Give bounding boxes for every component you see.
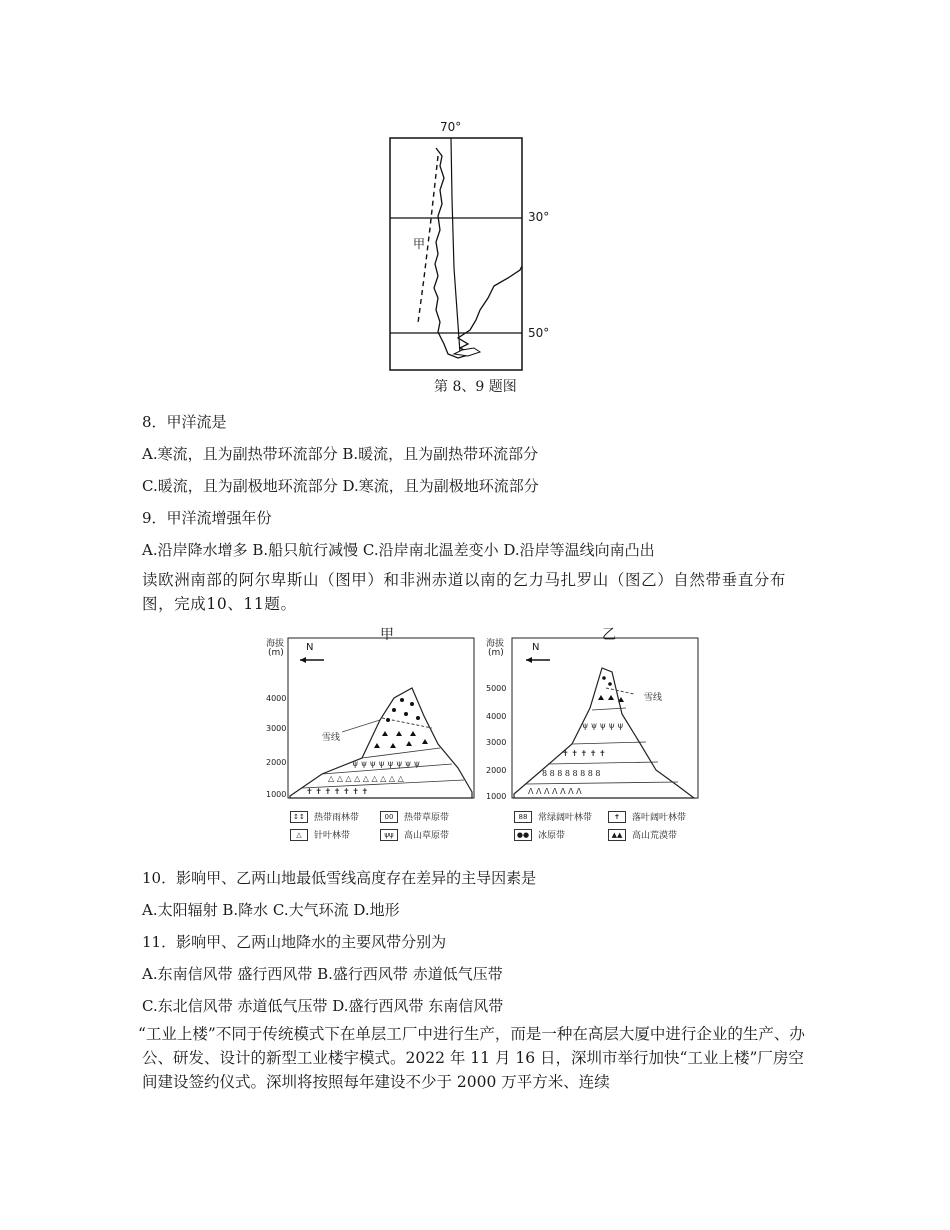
meridian-label: 70° [440,120,462,134]
panel-right-tick-3000: 3000 [486,738,507,747]
panel-right-north-label: N [532,642,540,653]
lat-50-label: 50° [528,326,550,340]
panel-left-snowline-pointer [342,720,380,732]
intro-10-11: 读欧洲南部的阿尔卑斯山（图甲）和非洲赤道以南的乞力马扎罗山（图乙）自然带垂直分布图，完成10、11题。 [142,571,787,613]
svg-text:ᐱ ᐱ ᐱ ᐱ ᐱ ᐱ ᐱ: ᐱ ᐱ ᐱ ᐱ ᐱ ᐱ ᐱ [528,787,582,796]
panel-left-snowline-label: 雪线 [322,733,341,743]
legend-alpine-meadow-swatch: ψψ [380,829,398,841]
panel-left-north-label: N [306,642,314,653]
question-8-stem: 8．甲洋流是 [142,413,227,431]
legend-left-item-1 [290,810,359,823]
question-9-stem: 9．甲洋流增强年份 [142,509,272,527]
legend-left-item-3 [290,828,350,841]
panel-right-tick-2000: 2000 [486,766,507,775]
current-label: 甲 [413,237,426,251]
legend-right-label-4: 高山荒漠带 [632,831,678,841]
legend-deciduous-swatch: ✝ [608,811,626,823]
legend-conifer-swatch: △ [290,829,308,841]
legend-right-label-3: 冰原带 [538,831,566,841]
question-10-stem: 10．影响甲、乙两山地最低雪线高度存在差异的主导因素是 [142,869,537,887]
legend-ice-swatch: ●● [514,829,532,841]
panel-right-mountain [514,668,694,798]
legend-desert-swatch: ▲▲ [608,829,626,841]
panel-left-axis-label-1: 海拔 [266,639,285,649]
svg-text:ψ ψ ψ ψ ψ ψ ψ ψ: ψ ψ ψ ψ ψ ψ ψ ψ [352,759,420,768]
legend-savanna-swatch: 00 [380,811,398,823]
panel-left-tick-1000: 1000 [266,790,287,799]
panel-right-tick-1000: 1000 [486,792,507,801]
legend-left-label-2: 热带草原带 [404,813,450,823]
legend-left-item-4 [380,828,449,841]
question-8-options-row-2: C.暖流，且为副极地环流部分 D.寒流，且为副极地环流部分 [142,477,539,495]
legend-left-item-2 [380,810,449,823]
legend-right-item-2 [608,810,686,823]
map-frame [390,138,522,370]
legend-right-label-2: 落叶阔叶林带 [632,813,687,823]
panel-left-tick-2000: 2000 [266,758,287,767]
svg-text:△ △ △ △ △ △ △ △ △: △ △ △ △ △ △ △ △ △ [328,774,404,783]
panel-left-tick-3000: 3000 [266,724,287,733]
panel-right-tick-4000: 4000 [486,712,507,721]
panel-left-arrowhead [300,657,306,663]
legend-right-item-4 [608,828,677,841]
legend-right-item-3 [514,828,565,841]
legend-left-label-4: 高山草原带 [404,831,450,841]
panel-right-snowline-label: 雪线 [644,693,663,703]
panel-right-axis-label-1: 海拔 [486,639,505,649]
legend-right-label-1: 常绿阔叶林带 [538,813,593,823]
svg-text:8 8 8 8 8 8 8 8: 8 8 8 8 8 8 8 8 [542,769,601,778]
question-9-options-row-1: A.沿岸降水增多 B.船只航行减慢 C.沿岸南北温差变小 D.沿岸等温线向南凸出 [142,541,655,559]
map-caption: 第 8、9 题图 [434,379,517,395]
lat-30-label: 30° [528,210,550,224]
legend-left-label-1: 热带雨林带 [314,813,360,823]
panel-right-axis-label-2: (m) [488,648,504,658]
svg-text:✝ ✝ ✝ ✝ ✝ ✝ ✝: ✝ ✝ ✝ ✝ ✝ ✝ ✝ [306,787,369,796]
question-11-options-row-1: A.东南信风带 盛行西风带 B.盛行西风带 赤道低气压带 [142,965,503,983]
panel-left-title: 甲 [380,627,394,643]
question-8-options-row-1: A.寒流，且为副热带环流部分 B.暖流，且为副热带环流部分 [142,445,539,463]
question-11-stem: 11．影响甲、乙两山地降水的主要风带分别为 [142,933,447,951]
panel-right-title: 乙 [602,627,616,643]
passage-industry-upstairs: “工业上楼”不同于传统模式下在单层工厂中进行生产，而是一种在高层大厦中进行企业的生产、办公、研发、设计的新型工业楼宇模式。2022 年 11 月 16 日，深圳市举行加快“工业上楼”厂房空间建设签约仪式。深圳将按照每年建设不少于 2000 万平方米、连续 [138,1025,805,1091]
question-10-options-row-1: A.太阳辐射 B.降水 C.大气环流 D.地形 [142,901,400,919]
panel-left-axis-label-2: (m) [268,648,284,658]
legend-right-item-1 [514,810,592,823]
panel-right-arrowhead [526,657,532,663]
legend-rainforest-swatch: ↕↕ [290,811,308,823]
svg-text:ψ ψ ψ ψ ψ: ψ ψ ψ ψ ψ [582,721,624,730]
legend-left-label-3: 针叶林带 [314,831,351,841]
panel-right-tick-5000: 5000 [486,684,507,693]
svg-text:✝ ✝ ✝ ✝ ✝: ✝ ✝ ✝ ✝ ✝ [562,749,606,758]
legend-evergreen-swatch: 88 [514,811,532,823]
question-11-options-row-2: C.东北信风带 赤道低气压带 D.盛行西风带 东南信风带 [142,997,504,1015]
vertical-zones-figure [262,624,702,848]
panel-left-tick-4000: 4000 [266,694,287,703]
